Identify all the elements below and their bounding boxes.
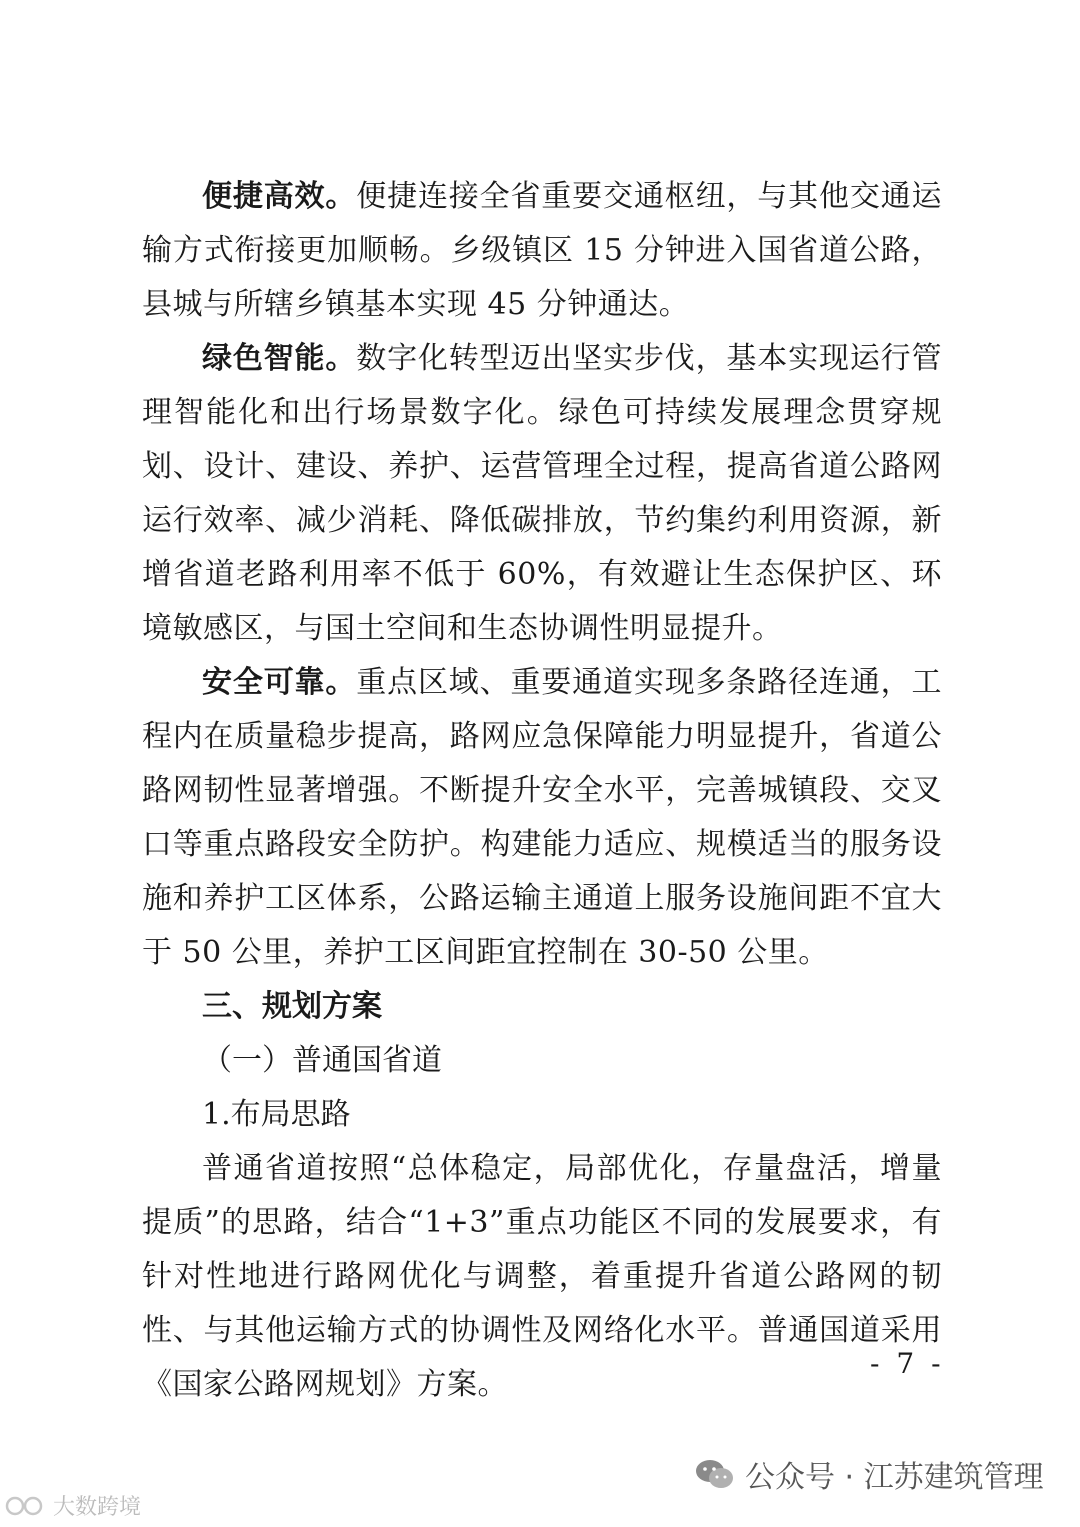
- paragraph-text: 数字化转型迈出坚实步伐，基本实现运行管理智能化和出行场景数字化。绿色可持续发展理念贯穿规划、设计、建设、养护、运营管理全过程，提高省道公路网运行效率、减少消耗、降低碳排放，节约集约利用资源，新增省道老路利用率不低于 60%，有效避让生态保护区、环境敏感区，与国土空间和生态协调性明显提升。: [142, 341, 943, 646]
- paragraph-text: 便捷连接全省重要交通枢纽，与其他交通运输方式衔接更加顺畅。乡级镇区 15 分钟进入国省道公路，县城与所辖乡镇基本实现 45 分钟通达。: [142, 179, 943, 322]
- page-number: - 7 -: [870, 1347, 945, 1380]
- paragraph-convenient: [142, 170, 942, 332]
- paragraph-lead: 便捷高效。: [202, 179, 357, 214]
- section-heading: 三、规划方案: [202, 989, 382, 1024]
- watermark: [5, 1490, 141, 1521]
- paragraph-layout: 普通省道按照“总体稳定，局部优化，存量盘活，增量提质”的思路，结合“1+3”重点功能区不同的发展要求，有针对性地进行路网优化与调整，着重提升省道公路网的韧性、与其他运输方式的协调性及网络化水平。普通国道采用《国家公路网规划》方案。: [142, 1151, 942, 1402]
- paragraph-safety: [142, 656, 942, 980]
- paragraph-text: 重点区域、重要通道实现多条路径连通，工程内在质量稳步提高，路网应急保障能力明显提升，省道公路网韧性显著增强。不断提升安全水平，完善城镇段、交叉口等重点路段安全防护。构建能力适应、规模适当的服务设施和养护工区体系，公路运输主通道上服务设施间距不宜大于 50 公里，养护工区间距宜控制在 30-50 公里。: [142, 665, 943, 970]
- paragraph-green: [142, 332, 942, 656]
- paragraph-lead: 绿色智能。: [202, 341, 357, 376]
- wechat-icon: [695, 1457, 735, 1491]
- document-body: [142, 170, 942, 1412]
- item-heading: 1.布局思路: [202, 1097, 351, 1132]
- watermark-text: 大数跨境: [53, 1495, 142, 1520]
- wechat-account-label: 公众号 · 江苏建筑管理: [745, 1460, 1044, 1495]
- wechat-footer: [695, 1452, 1044, 1496]
- watermark-logo-icon: [5, 1495, 47, 1517]
- paragraph-lead: 安全可靠。: [202, 665, 357, 700]
- subsection-heading: （一）普通国省道: [202, 1043, 442, 1078]
